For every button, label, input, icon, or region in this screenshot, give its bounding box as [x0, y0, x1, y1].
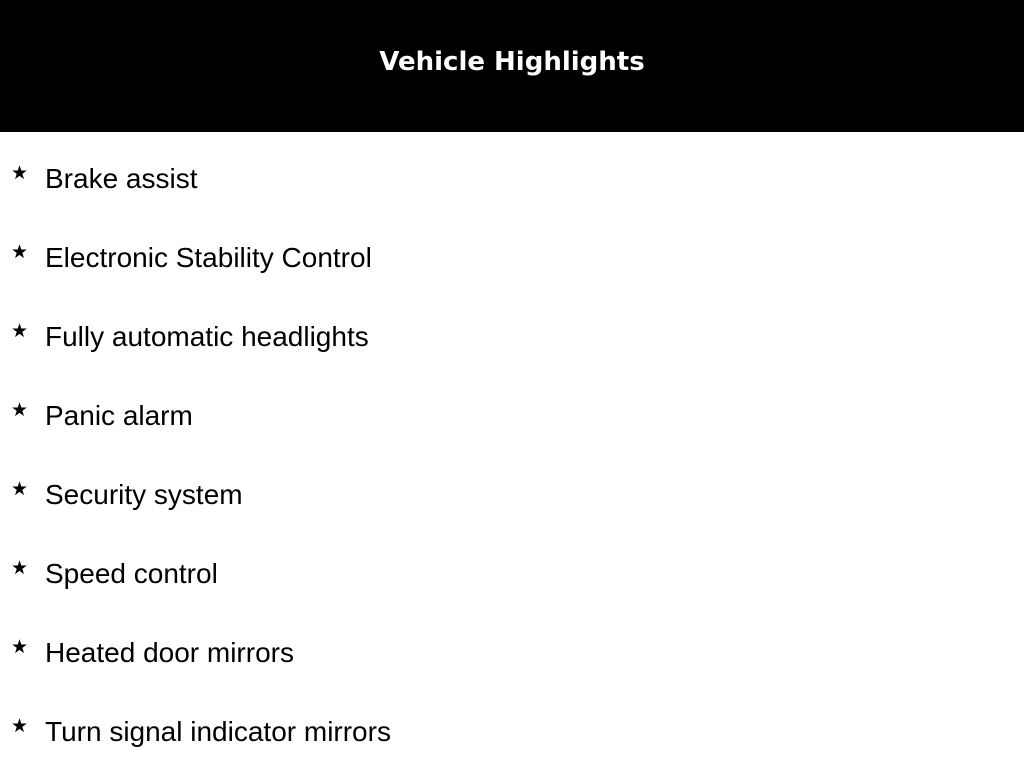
star-icon: ★ [11, 242, 29, 263]
star-icon: ★ [11, 321, 29, 342]
highlight-label: Speed control [45, 558, 218, 589]
highlight-label: Turn signal indicator mirrors [45, 716, 391, 747]
highlight-label: Brake assist [45, 163, 198, 194]
highlight-label: Panic alarm [45, 400, 193, 431]
star-icon: ★ [11, 558, 29, 579]
star-icon: ★ [11, 716, 29, 737]
star-icon: ★ [11, 163, 29, 184]
header-bar [0, 0, 1024, 132]
page-title: Vehicle Highlights [379, 47, 645, 77]
star-icon: ★ [11, 637, 29, 658]
highlight-label: Fully automatic headlights [45, 321, 369, 352]
star-icon: ★ [11, 400, 29, 421]
star-icon: ★ [11, 479, 29, 500]
highlight-label: Electronic Stability Control [45, 242, 372, 273]
highlight-label: Security system [45, 479, 243, 510]
highlight-label: Heated door mirrors [45, 637, 294, 668]
